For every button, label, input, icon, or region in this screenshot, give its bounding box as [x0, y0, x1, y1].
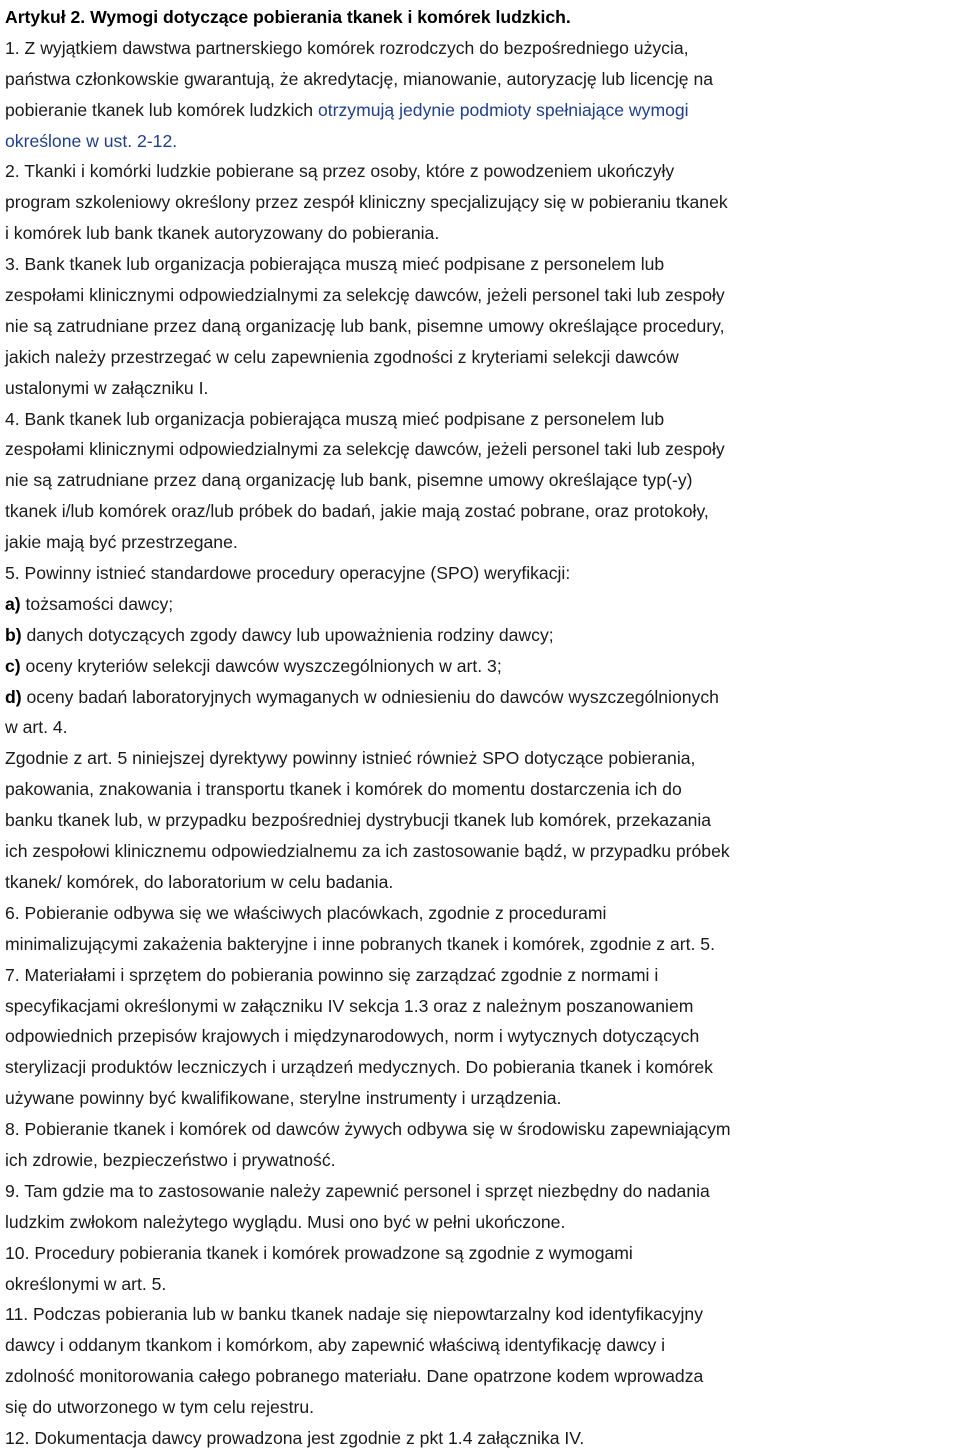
text-line: Zgodnie z art. 5 niniejszej dyrektywy powinny istnieć również SPO dotyczące pobierania,	[5, 748, 696, 769]
list-item: b) danych dotyczących zgody dawcy lub upoważnienia rodziny dawcy;	[5, 624, 554, 645]
list-marker: a)	[5, 593, 21, 614]
text-line: 7. Materiałami i sprzętem do pobierania powinno się zarządzać zgodnie z normami i	[5, 964, 659, 985]
text-line: 6. Pobieranie odbywa się we właściwych placówkach, zgodnie z procedurami	[5, 902, 607, 923]
text-line: 4. Bank tkanek lub organizacja pobierająca muszą mieć podpisane z personelem lub	[5, 408, 665, 429]
text-line: ustalonymi w załączniku I.	[5, 377, 209, 398]
text-line: zespołami klinicznymi odpowiedzialnymi za selekcję dawców, jeżeli personel taki lub zespoły	[5, 285, 725, 306]
text-line: 12. Dokumentacja dawcy prowadzona jest zgodnie z pkt 1.4 załącznika IV.	[5, 1427, 585, 1448]
text-line: tkanek i/lub komórek oraz/lub próbek do badań, jakie mają zostać pobrane, oraz protokoły,	[5, 501, 709, 522]
text-line: sterylizacji produktów leczniczych i urządzeń medycznych. Do pobierania tkanek i komórek	[5, 1057, 713, 1078]
text-line: ich zespołowi klinicznemu odpowiedzialnemu za ich zastosowanie bądź, w przypadku próbek	[5, 841, 730, 862]
text-line: 9. Tam gdzie ma to zastosowanie należy zapewnić personel i sprzęt niezbędny do nadania	[5, 1180, 710, 1201]
text-line: 5. Powinny istnieć standardowe procedury operacyjne (SPO) weryfikacji:	[5, 563, 571, 584]
list-marker: d)	[5, 686, 22, 707]
text-line: tkanek/ komórek, do laboratorium w celu badania.	[5, 871, 394, 892]
text-line: ich zdrowie, bezpieczeństwo i prywatność.	[5, 1149, 336, 1170]
text-line: dawcy i oddanym tkankom i komórkom, aby zapewnić właściwą identyfikację dawcy i	[5, 1335, 666, 1356]
text-line: zespołami klinicznymi odpowiedzialnymi za selekcję dawców, jeżeli personel taki lub zespoły	[5, 439, 725, 460]
list-marker: c)	[5, 655, 21, 676]
list-item: a) tożsamości dawcy;	[5, 593, 174, 614]
text-line: pobieranie tkanek lub komórek ludzkich otrzymują jedynie podmioty spełniające wymogi	[5, 99, 689, 120]
document-body	[5, 2, 957, 1454]
text-line: minimalizującymi zakażenia bakteryjne i inne pobranych tkanek i komórek, zgodnie z art. 5.	[5, 933, 715, 954]
text-line: 11. Podczas pobierania lub w banku tkanek nadaje się niepowtarzalny kod identyfikacyjny	[5, 1304, 703, 1325]
text-line: specyfikacjami określonymi w załączniku IV sekcja 1.3 oraz z należnym poszanowaniem	[5, 995, 694, 1016]
text-line: ludzkim zwłokom należytego wyglądu. Musi ono być w pełni ukończone.	[5, 1211, 566, 1232]
text-line: używane powinny być kwalifikowane, sterylne instrumenty i urządzenia.	[5, 1088, 562, 1109]
text-line: pakowania, znakowania i transportu tkanek i komórek do momentu dostarczenia ich do	[5, 779, 682, 800]
text-line: w art. 4.	[5, 717, 68, 738]
text-line: i komórek lub bank tkanek autoryzowany do pobierania.	[5, 223, 440, 244]
list-item: c) oceny kryteriów selekcji dawców wyszczególnionych w art. 3;	[5, 655, 502, 676]
text-line: 8. Pobieranie tkanek i komórek od dawców żywych odbywa się w środowisku zapewniającym	[5, 1119, 731, 1140]
article-title: Artykuł 2. Wymogi dotyczące pobierania tkanek i komórek ludzkich.	[5, 7, 571, 27]
highlighted-text: określone w ust. 2-12.	[5, 130, 178, 151]
list-item: d) oceny badań laboratoryjnych wymaganych w odniesieniu do dawców wyszczególnionych	[5, 686, 719, 707]
text-line: określonymi w art. 5.	[5, 1273, 167, 1294]
text-line: państwa członkowskie gwarantują, że akredytację, mianowanie, autoryzację lub licencję na	[5, 68, 714, 89]
text-line: jakich należy przestrzegać w celu zapewnienia zgodności z kryteriami selekcji dawców	[5, 346, 679, 367]
text-line: odpowiednich przepisów krajowych i międzynarodowych, norm i wytycznych dotyczących	[5, 1026, 700, 1047]
text-line	[5, 126, 957, 157]
text-line: nie są zatrudniane przez daną organizację lub bank, pisemne umowy określające procedury,	[5, 315, 725, 336]
text-line: 3. Bank tkanek lub organizacja pobierająca muszą mieć podpisane z personelem lub	[5, 254, 665, 275]
text-line: zdolność monitorowania całego pobranego materiału. Dane opatrzone kodem wprowadza	[5, 1366, 704, 1387]
text-line: jakie mają być przestrzegane.	[5, 532, 238, 553]
text-line: program szkoleniowy określony przez zespół kliniczny specjalizujący się w pobieraniu tkanek	[5, 192, 728, 213]
list-marker: b)	[5, 624, 22, 645]
text-line: się do utworzonego w tym celu rejestru.	[5, 1397, 315, 1418]
text-line: banku tkanek lub, w przypadku bezpośredniej dystrybucji tkanek lub komórek, przekazania	[5, 810, 712, 831]
text-line: nie są zatrudniane przez daną organizację lub bank, pisemne umowy określające typ(-y)	[5, 470, 693, 491]
text-line: 2. Tkanki i komórki ludzkie pobierane są przez osoby, które z powodzeniem ukończyły	[5, 161, 675, 182]
text-line: 10. Procedury pobierania tkanek i komórek prowadzone są zgodnie z wymogami	[5, 1242, 633, 1263]
highlighted-text: otrzymują jedynie podmioty spełniające wymogi	[317, 99, 689, 120]
text-line: 1. Z wyjątkiem dawstwa partnerskiego komórek rozrodczych do bezpośredniego użycia,	[5, 37, 689, 58]
